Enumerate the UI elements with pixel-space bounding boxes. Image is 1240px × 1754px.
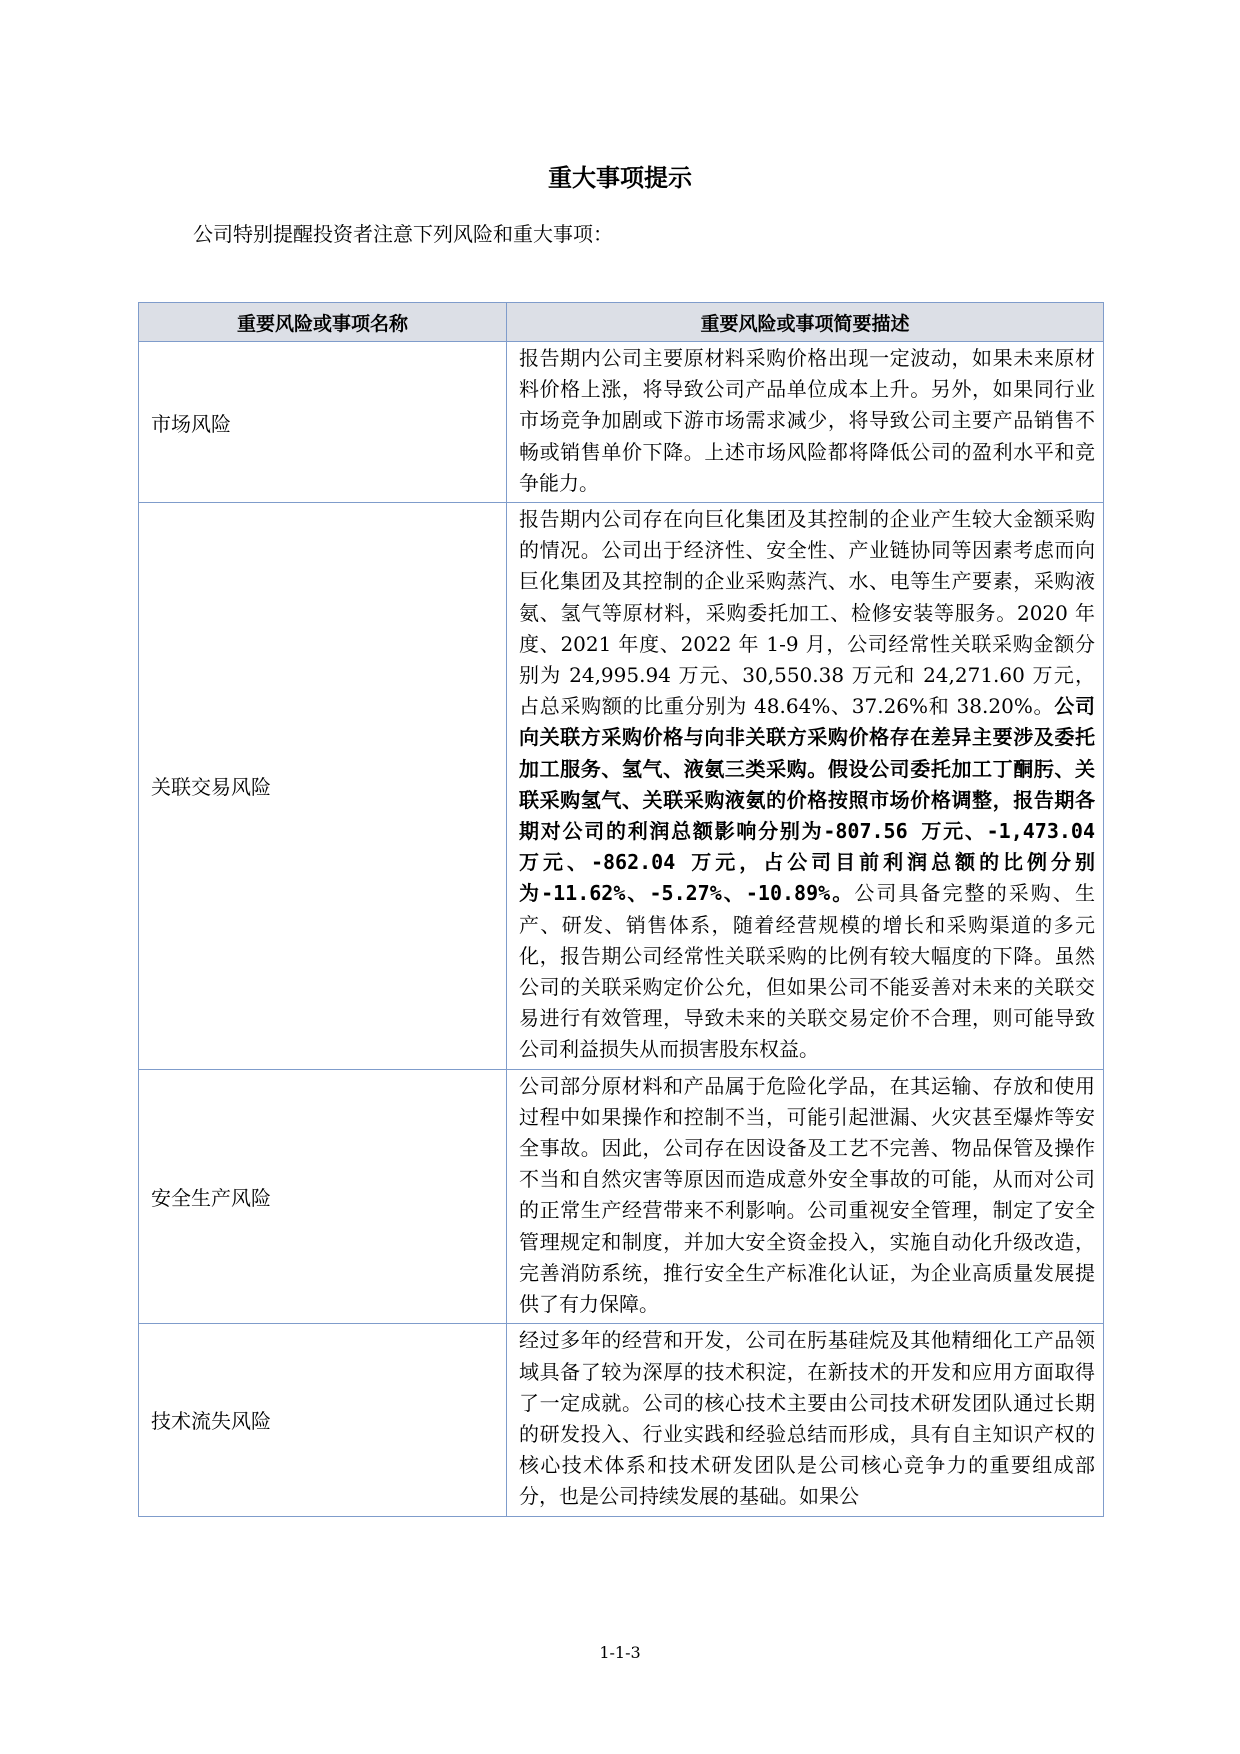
risk-description bbox=[507, 503, 1104, 1070]
table-row bbox=[139, 1069, 1104, 1324]
table-header-row bbox=[139, 303, 1104, 342]
risk-description: 报告期内公司主要原材料采购价格出现一定波动，如果未来原材料价格上涨，将导致公司产品单位成本上升。另外，如果同行业市场竞争加剧或下游市场需求减少，将导致公司主要产品销售不畅或销售单价下降。上述市场风险都将降低公司的盈利水平和竞争能力。 bbox=[507, 342, 1104, 503]
risk-name: 关联交易风险 bbox=[139, 503, 507, 1070]
table-row bbox=[139, 342, 1104, 503]
risk-name: 安全生产风险 bbox=[139, 1069, 507, 1324]
risk-table bbox=[138, 302, 1104, 1517]
page-title: 重大事项提示 bbox=[548, 164, 692, 192]
risk-name: 技术流失风险 bbox=[139, 1324, 507, 1516]
intro-paragraph: 公司特别提醒投资者注意下列风险和重大事项： bbox=[193, 222, 613, 246]
risk-description: 经过多年的经营和开发，公司在肟基硅烷及其他精细化工产品领域具备了较为深厚的技术积淀，在新技术的开发和应用方面取得了一定成就。公司的核心技术主要由公司技术研发团队通过长期的研发投入、行业实践和经验总结而形成，具有自主知识产权的核心技术体系和技术研发团队是公司核心竞争力的重要组成部分，也是公司持续发展的基础。如果公 bbox=[507, 1324, 1104, 1516]
description-bold-text: 公司向关联方采购价格与向非关联方采购价格存在差异主要涉及委托加工服务、氢气、液氨三类采购。假设公司委托加工丁酮肟、关联采购氢气、关联采购液氨的价格按照市场价格调整，报告期各期对公司的利润总额影响分别为-807.56 万元、-1,473.04 万元、-862.04 万元，占公司目前利润总额的比例分别为-11.62%、-5.27%、-10.89%。 bbox=[519, 694, 1096, 906]
risk-name: 市场风险 bbox=[139, 342, 507, 503]
page-number: 1-1-3 bbox=[599, 1643, 641, 1662]
table-row bbox=[139, 503, 1104, 1070]
column-header-name: 重要风险或事项名称 bbox=[139, 303, 507, 342]
description-text: 报告期内公司存在向巨化集团及其控制的企业产生较大金额采购的情况。公司出于经济性、安全性、产业链协同等因素考虑而向巨化集团及其控制的企业采购蒸汽、水、电等生产要素，采购液氨、氢气等原材料，采购委托加工、检修安装等服务。2020 年度、2021 年度、2022 年 1-9 月，公司经常性关联采购金额分别为 24,995.94 万元、30,550.38 万元和 24,271.60 万元，占总采购额的比重分别为 48.64%、37.26%和 38.20%。 bbox=[519, 507, 1095, 719]
risk-description: 公司部分原材料和产品属于危险化学品，在其运输、存放和使用过程中如果操作和控制不当，可能引起泄漏、火灾甚至爆炸等安全事故。因此，公司存在因设备及工艺不完善、物品保管及操作不当和自然灾害等原因而造成意外安全事故的可能，从而对公司的正常生产经营带来不利影响。公司重视安全管理，制定了安全管理规定和制度，并加大安全资金投入，实施自动化升级改造，完善消防系统，推行安全生产标准化认证，为企业高质量发展提供了有力保障。 bbox=[507, 1069, 1104, 1324]
table-row bbox=[139, 1324, 1104, 1516]
column-header-description: 重要风险或事项简要描述 bbox=[507, 303, 1104, 342]
description-text: 公司具备完整的采购、生产、研发、销售体系，随着经营规模的增长和采购渠道的多元化，报告期公司经常性关联采购的比例有较大幅度的下降。虽然公司的关联采购定价公允，但如果公司不能妥善对未来的关联交易进行有效管理，导致未来的关联交易定价不合理，则可能导致公司利益损失从而损害股东权益。 bbox=[519, 881, 1096, 1062]
